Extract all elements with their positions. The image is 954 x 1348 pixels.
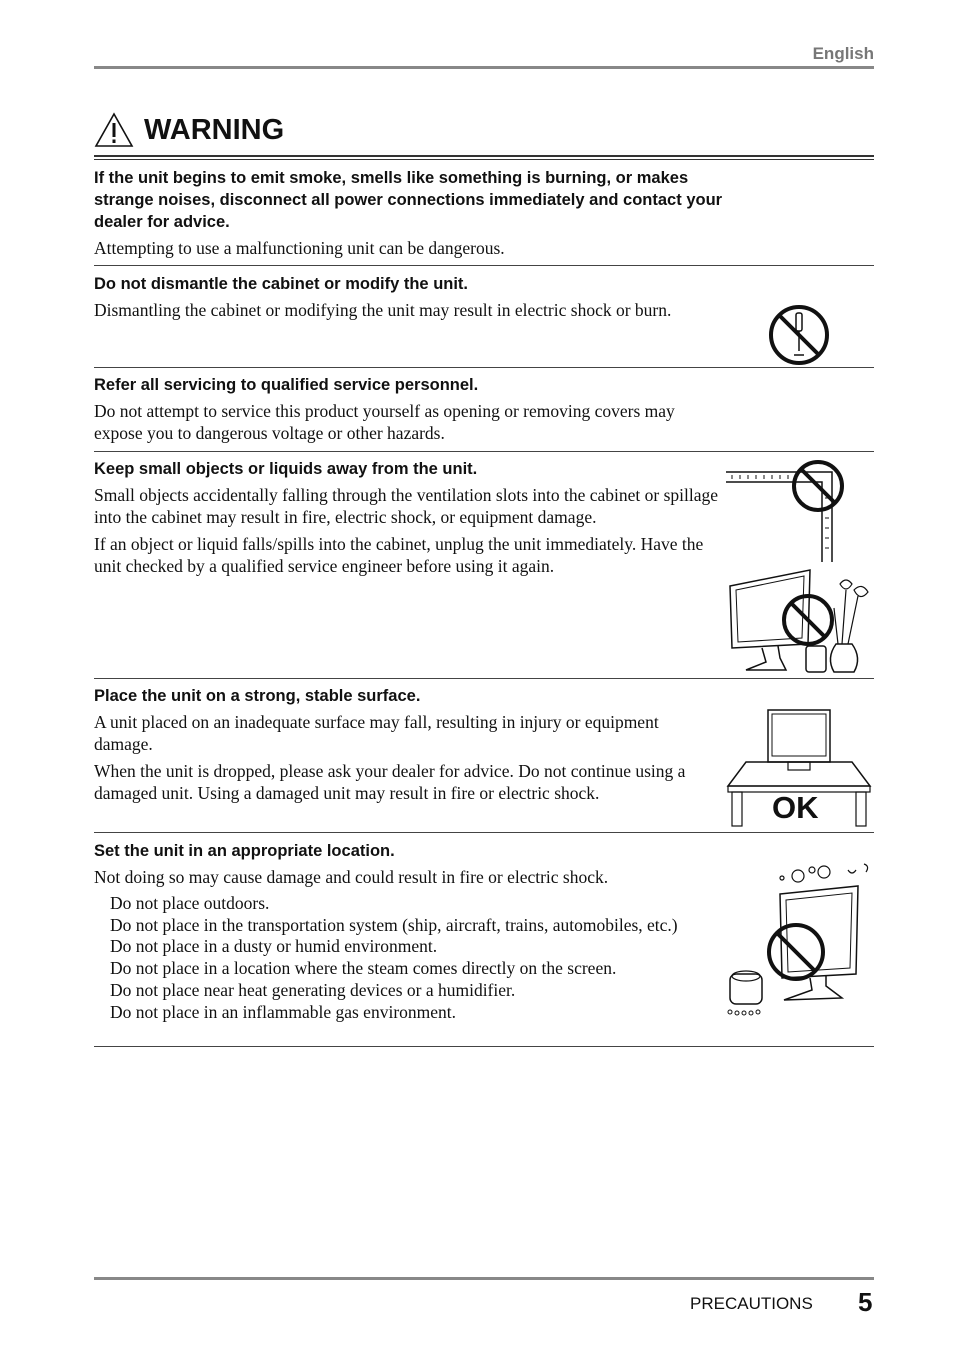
list-item: Do not place near heat generating devices or a humidifier.	[110, 979, 516, 1000]
section-heading: Set the unit in an appropriate location.	[94, 842, 395, 860]
section-divider	[94, 832, 874, 833]
section-heading: Place the unit on a strong, stable surface.	[94, 687, 421, 705]
no-objects-liquids-illustration	[722, 458, 872, 678]
section-divider	[94, 678, 874, 679]
page-number: 5	[858, 1287, 873, 1317]
title-text: WARNING	[144, 113, 285, 146]
location-list	[110, 893, 730, 1023]
section-divider	[94, 451, 874, 452]
warning-triangle-icon	[94, 112, 134, 148]
section-paragraph: If an object or liquid falls/spills into the cabinet, unplug the unit immediately. Have the unit checked by a qualified service engineer before using it again.	[94, 534, 704, 576]
section-heading: Do not dismantle the cabinet or modify the unit.	[94, 275, 469, 293]
ok-badge: OK	[772, 790, 819, 825]
list-item: Do not place in an inflammable gas environment.	[110, 1001, 457, 1022]
footer-rule	[94, 1277, 874, 1280]
page-title	[94, 108, 284, 152]
list-item: Do not place in a dusty or humid environment.	[110, 936, 438, 957]
no-screwdriver-icon	[766, 303, 832, 367]
section-paragraph: A unit placed on an inadequate surface may fall, resulting in injury or equipment damage.	[94, 712, 659, 754]
list-item: Do not place outdoors.	[110, 893, 270, 913]
section-paragraph: Not doing so may cause damage and could result in fire or electric shock.	[94, 867, 609, 887]
section-body	[94, 237, 734, 259]
section-heading: Refer all servicing to qualified service personnel.	[94, 376, 479, 394]
section-paragraph: Do not attempt to service this product yourself as opening or removing covers may expose you to dangerous voltage or other hazards.	[94, 401, 675, 443]
title-rule-thin	[94, 159, 874, 160]
warning-section-dismantle	[94, 273, 874, 326]
section-body	[94, 711, 714, 804]
footer-section-label: PRECAUTIONS	[690, 1294, 813, 1313]
section-paragraph: Dismantling the cabinet or modifying the unit may result in electric shock or burn.	[94, 300, 672, 320]
section-body	[94, 400, 724, 444]
section-heading: If the unit begins to emit smoke, smells like something is burning, or makes strange noises, disconnect all power connections immediately and contact your dealer for advice.	[94, 169, 723, 231]
warning-section-servicing	[94, 374, 874, 449]
section-paragraph: Attempting to use a malfunctioning unit can be dangerous.	[94, 238, 505, 258]
section-body	[94, 299, 714, 321]
section-divider	[94, 265, 874, 266]
section-body	[94, 866, 724, 888]
list-item: Do not place in a location where the steam comes directly on the screen.	[110, 958, 617, 979]
section-divider	[94, 367, 874, 368]
list-item: Do not place in the transportation system (ship, aircraft, trains, automobiles, etc.)	[110, 914, 678, 935]
section-body	[94, 484, 724, 577]
stable-surface-illustration	[724, 706, 874, 830]
header-rule	[94, 66, 874, 69]
section-paragraph: Small objects accidentally falling through the ventilation slots into the cabinet or spillage into the cabinet may result in fire, electric shock, or equipment damage.	[94, 485, 719, 527]
section-divider	[94, 1046, 874, 1047]
language-label: English	[812, 44, 874, 63]
warning-section-malfunction	[94, 167, 874, 264]
section-paragraph: When the unit is dropped, please ask your dealer for advice. Do not continue using a damaged unit. Using a damaged unit may result in fire or electric shock.	[94, 761, 686, 803]
section-heading: Keep small objects or liquids away from the unit.	[94, 460, 478, 478]
no-steam-illustration	[722, 856, 874, 1020]
title-rule	[94, 155, 874, 157]
